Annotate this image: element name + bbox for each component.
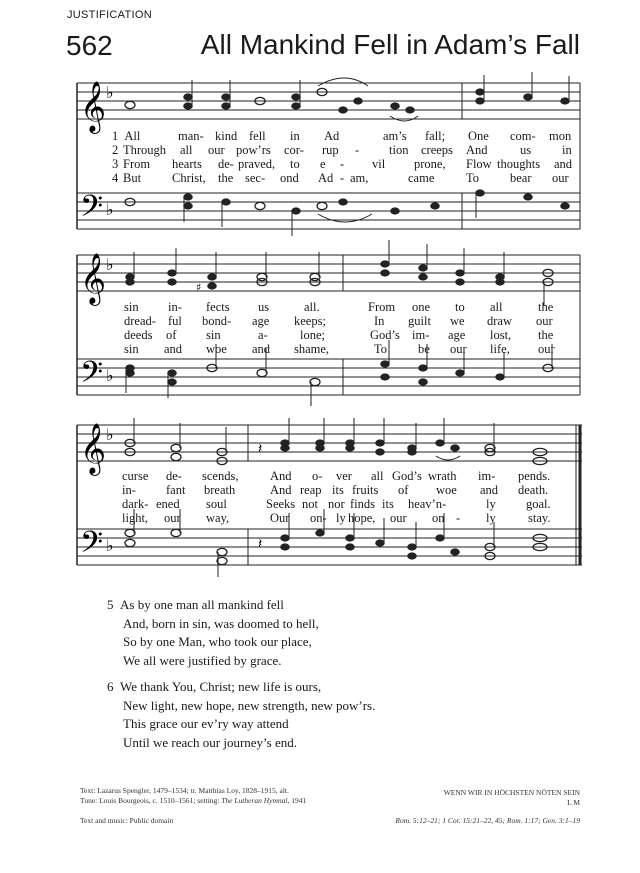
verse-number: 2 xyxy=(112,143,119,157)
text-credit: Text: Lazarus Spengler, 1479–1534; tr. Matthias Loy, 1828–1915, alt. xyxy=(80,786,289,795)
syllable: de- xyxy=(166,469,182,483)
syllable: Ad xyxy=(318,171,334,185)
syllable: All xyxy=(124,129,141,143)
syllable: And xyxy=(270,483,292,497)
syllable: bear xyxy=(510,171,532,185)
syllable: curse xyxy=(122,469,149,483)
stanza-line: We all were justified by grace. xyxy=(123,652,282,668)
syllable: scends, xyxy=(202,469,239,483)
syllable: From xyxy=(368,300,396,314)
syllable: - xyxy=(456,511,461,525)
scripture-references: Rom. 5:12–21; 1 Cor. 15:21–22, 45; Rom. 1:17; Gen. 3:1–19 xyxy=(395,816,580,825)
stanza-line: So by one Man, who took our place, xyxy=(123,634,312,649)
lyric-line xyxy=(0,511,640,525)
syllable: To xyxy=(466,171,480,185)
syllable: pow’rs xyxy=(236,143,271,157)
syllable: breath xyxy=(204,483,236,497)
syllable: the xyxy=(538,328,554,342)
syllable: hope, xyxy=(348,511,376,525)
svg-text:♭: ♭ xyxy=(106,366,114,385)
syllable: One xyxy=(468,129,489,143)
syllable: ly xyxy=(336,511,346,525)
syllable: the xyxy=(538,300,554,314)
syllable: am’s xyxy=(383,129,407,143)
syllable: hearts xyxy=(172,157,202,171)
syllable: - xyxy=(340,171,345,185)
tune-credit-source: The Lutheran Hymnal, xyxy=(221,796,290,805)
svg-text:♭: ♭ xyxy=(106,536,114,555)
syllable: draw xyxy=(487,314,512,328)
syllable: all xyxy=(371,469,384,483)
syllable: dread- xyxy=(124,314,156,328)
syllable: our xyxy=(552,171,569,185)
svg-text:♭: ♭ xyxy=(106,425,114,444)
syllable: in xyxy=(562,143,572,157)
syllable: ened xyxy=(156,497,180,511)
tune-credit-prefix: Tune: Louis Bourgeois, c. 1510–1561; setting: xyxy=(80,796,220,805)
syllable: and xyxy=(164,342,183,356)
syllable: all. xyxy=(304,300,320,314)
syllable: o- xyxy=(312,469,323,483)
syllable: its xyxy=(382,497,394,511)
syllable: and xyxy=(480,483,499,497)
svg-text:♭: ♭ xyxy=(106,255,114,274)
syllable: age xyxy=(448,328,466,342)
stanza-line: This grace our ev’ry way attend xyxy=(123,716,289,731)
syllable: dark- xyxy=(122,497,149,511)
syllable: mon xyxy=(549,129,572,143)
lyric-line xyxy=(0,469,640,483)
lyric-line xyxy=(0,497,640,511)
syllable: And xyxy=(270,469,292,483)
syllable: all xyxy=(180,143,193,157)
syllable: sin xyxy=(124,342,139,356)
tune-credit-year: 1941 xyxy=(291,796,307,805)
syllable: vil xyxy=(372,157,386,171)
syllable: prone, xyxy=(414,157,446,171)
syllable: fell xyxy=(249,129,266,143)
syllable: To xyxy=(374,342,388,356)
syllable: God’s xyxy=(392,469,422,483)
syllable: But xyxy=(123,171,142,185)
syllable: not xyxy=(302,497,318,511)
syllable: soul xyxy=(206,497,227,511)
svg-text:𝄢: 𝄢 xyxy=(80,356,104,397)
syllable: rup xyxy=(322,143,339,157)
syllable: guilt xyxy=(408,314,431,328)
syllable: com- xyxy=(510,129,536,143)
syllable: in- xyxy=(122,483,136,497)
syllable: im- xyxy=(412,328,430,342)
syllable: our xyxy=(390,511,407,525)
syllable: in- xyxy=(168,300,182,314)
stanza-line: And, born in sin, was doomed to hell, xyxy=(123,615,319,631)
stanza-5 xyxy=(107,596,319,670)
syllable: to xyxy=(455,300,465,314)
verse-number: 5 xyxy=(107,597,114,612)
stanza-6 xyxy=(107,678,375,752)
syllable: In xyxy=(374,314,385,328)
verse-number: 6 xyxy=(107,679,114,694)
syllable: and xyxy=(554,157,573,171)
syllable: wrath xyxy=(428,469,457,483)
syllable: our xyxy=(208,143,225,157)
syllable: stay. xyxy=(528,511,551,525)
syllable: thoughts xyxy=(497,157,541,171)
syllable: pends. xyxy=(518,469,551,483)
syllable: on- xyxy=(310,511,327,525)
tune-credit xyxy=(80,796,306,805)
syllable: lost, xyxy=(490,328,512,342)
syllable: of xyxy=(166,328,177,342)
syllable: us xyxy=(520,143,532,157)
verse-number: 4 xyxy=(112,171,119,185)
svg-text:𝄞: 𝄞 xyxy=(80,423,107,474)
syllable: sin xyxy=(206,328,221,342)
syllable: us xyxy=(258,300,270,314)
syllable: and xyxy=(252,342,271,356)
syllable: finds xyxy=(350,497,375,511)
syllable: our xyxy=(164,511,181,525)
syllable: life, xyxy=(490,342,510,356)
syllable: kind xyxy=(215,129,238,143)
lyric-line xyxy=(0,483,640,497)
syllable: Through xyxy=(123,143,167,157)
syllable: way, xyxy=(206,511,230,525)
syllable: ver xyxy=(336,469,352,483)
stanza-line: New light, new hope, new strength, new pow’rs. xyxy=(123,697,376,713)
verse-number: 1 xyxy=(112,129,119,143)
syllable: sin xyxy=(124,300,139,314)
syllable: light, xyxy=(122,511,149,525)
svg-text:𝄽: 𝄽 xyxy=(258,441,263,457)
stanza-text: We thank You, Christ; new life is ours, xyxy=(120,679,322,694)
syllable: heav’n- xyxy=(408,497,447,511)
syllable: creeps xyxy=(421,143,453,157)
syllable: our xyxy=(450,342,467,356)
syllable: ly xyxy=(486,497,496,511)
syllable: ond xyxy=(280,171,299,185)
syllable: And xyxy=(466,143,488,157)
syllable: fects xyxy=(206,300,230,314)
svg-text:♯: ♯ xyxy=(196,281,202,294)
syllable: deeds xyxy=(124,328,153,342)
stanza-line: Until we reach our journey’s end. xyxy=(123,734,298,750)
syllable: goal. xyxy=(526,497,551,511)
syllable: Flow xyxy=(466,157,492,171)
syllable: praved, xyxy=(238,157,276,171)
syllable: woe xyxy=(436,483,457,497)
syllable: - xyxy=(355,143,360,157)
syllable: lone; xyxy=(300,328,325,342)
syllable: fant xyxy=(166,483,186,497)
syllable: its xyxy=(332,483,344,497)
syllable: cor- xyxy=(284,143,304,157)
syllable: shame, xyxy=(294,342,330,356)
syllable: ly xyxy=(486,511,496,525)
syllable: keeps; xyxy=(294,314,326,328)
syllable: God’s xyxy=(370,328,400,342)
syllable: Christ, xyxy=(172,171,206,185)
syllable: of xyxy=(398,483,409,497)
syllable: am, xyxy=(350,171,369,185)
syllable: man- xyxy=(178,129,204,143)
syllable: the xyxy=(218,171,234,185)
svg-text:𝄞: 𝄞 xyxy=(80,253,107,304)
syllable: death. xyxy=(518,483,549,497)
syllable: fruits xyxy=(352,483,379,497)
svg-text:𝄽: 𝄽 xyxy=(258,536,263,552)
syllable: woe xyxy=(206,342,227,356)
stanza-line xyxy=(107,596,319,615)
rights: Text and music: Public domain xyxy=(80,816,174,825)
syllable: we xyxy=(450,314,465,328)
meter: L M xyxy=(567,798,580,807)
syllable: a- xyxy=(258,328,268,342)
syllable: fall; xyxy=(425,129,446,143)
syllable: From xyxy=(123,157,151,171)
syllable: reap xyxy=(300,483,322,497)
hymn-title: All Mankind Fell in Adam’s Fall xyxy=(200,29,580,60)
syllable: im- xyxy=(478,469,496,483)
syllable: all xyxy=(490,300,503,314)
section-heading: JUSTIFICATION xyxy=(67,9,152,21)
svg-text:♭: ♭ xyxy=(106,200,114,219)
syllable: age xyxy=(252,314,270,328)
syllable: be xyxy=(418,342,430,356)
hymn-number: 562 xyxy=(66,30,113,61)
svg-text:♭: ♭ xyxy=(106,83,114,102)
syllable: to xyxy=(290,157,300,171)
stanza-line xyxy=(107,678,375,697)
tune-name: WENN WIR IN HÖCHSTEN NÖTEN SEIN xyxy=(443,788,580,797)
syllable: ful xyxy=(168,314,182,328)
svg-text:𝄢: 𝄢 xyxy=(80,526,104,567)
syllable: bond- xyxy=(202,314,232,328)
syllable: tion xyxy=(389,143,409,157)
syllable: our xyxy=(538,342,555,356)
syllable: sec- xyxy=(245,171,266,185)
syllable: nor xyxy=(328,497,345,511)
syllable: one xyxy=(412,300,431,314)
syllable: Ad xyxy=(324,129,340,143)
svg-text:𝄢: 𝄢 xyxy=(80,190,104,231)
syllable: Our xyxy=(270,511,290,525)
syllable: - xyxy=(340,157,345,171)
syllable: Seeks xyxy=(266,497,296,511)
syllable: e xyxy=(320,157,326,171)
syllable: in xyxy=(290,129,300,143)
syllable: came xyxy=(408,171,435,185)
stanza-text: As by one man all mankind fell xyxy=(120,597,284,612)
syllable: our xyxy=(536,314,553,328)
svg-text:𝄞: 𝄞 xyxy=(80,81,107,132)
syllable: de- xyxy=(218,157,234,171)
syllable: on xyxy=(432,511,445,525)
verse-number: 3 xyxy=(112,157,119,171)
